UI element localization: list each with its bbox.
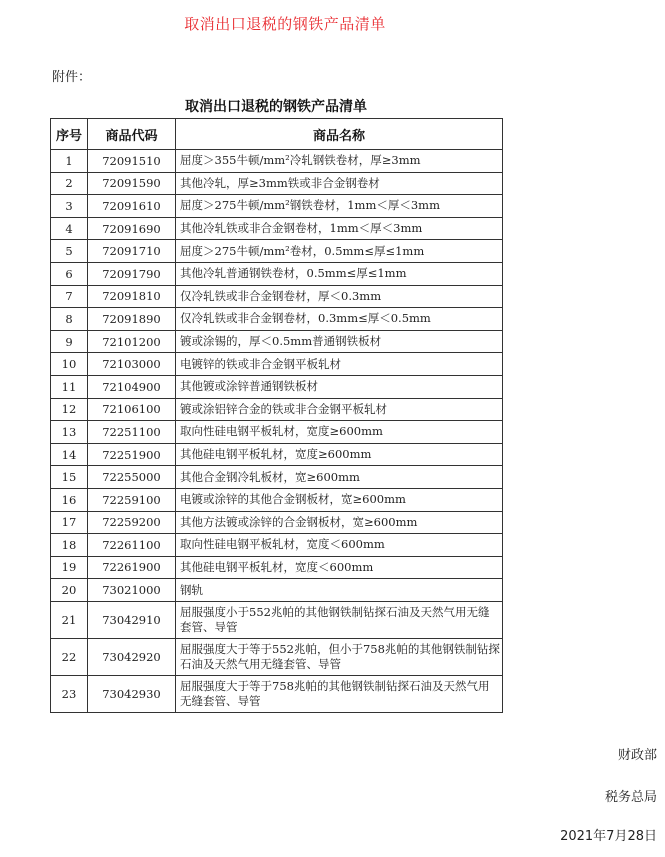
table-row xyxy=(51,195,503,218)
code-cell: 72261100 xyxy=(88,534,176,557)
name-cell: 取向性硅电钢平板轧材，宽度≥600mm xyxy=(176,421,503,444)
serial-cell: 23 xyxy=(51,675,88,712)
page-top-title: 取消出口退税的钢铁产品清单 xyxy=(184,15,386,33)
table-row xyxy=(51,150,503,173)
column-header-serial: 序号 xyxy=(51,119,88,150)
name-cell: 其他镀或涂锌普通钢铁板材 xyxy=(176,375,503,398)
serial-cell: 19 xyxy=(51,556,88,579)
serial-cell: 7 xyxy=(51,285,88,308)
signature-ministry: 财政部 xyxy=(617,748,657,763)
code-cell: 72104900 xyxy=(88,375,176,398)
code-cell: 72103000 xyxy=(88,353,176,376)
serial-cell: 15 xyxy=(51,466,88,489)
name-cell: 其他冷轧，厚≥3mm铁或非合金钢卷材 xyxy=(176,172,503,195)
serial-cell: 12 xyxy=(51,398,88,421)
name-cell: 电镀锌的铁或非合金钢平板轧材 xyxy=(176,353,503,376)
serial-cell: 6 xyxy=(51,262,88,285)
name-cell: 仅冷轧铁或非合金钢卷材，厚＜0.3mm xyxy=(176,285,503,308)
serial-cell: 2 xyxy=(51,172,88,195)
name-cell: 屈度＞275牛顿/mm²钢铁卷材，1mm＜厚＜3mm xyxy=(176,195,503,218)
name-cell: 取向性硅电钢平板轧材，宽度＜600mm xyxy=(176,534,503,557)
table-body xyxy=(51,150,503,713)
name-cell: 镀或涂铝锌合金的铁或非合金钢平板轧材 xyxy=(176,398,503,421)
table-row xyxy=(51,556,503,579)
code-cell: 73042910 xyxy=(88,601,176,638)
signature-tax-bureau: 税务总局 xyxy=(604,790,657,805)
table-row xyxy=(51,375,503,398)
code-cell: 72091810 xyxy=(88,285,176,308)
name-cell: 屈度＞275牛顿/mm²卷材，0.5mm≤厚≤1mm xyxy=(176,240,503,263)
code-cell: 72259200 xyxy=(88,511,176,534)
attachment-label: 附件： xyxy=(52,70,92,85)
serial-cell: 14 xyxy=(51,443,88,466)
name-cell: 其他冷轧铁或非合金钢卷材，1mm＜厚＜3mm xyxy=(176,217,503,240)
table-row xyxy=(51,172,503,195)
name-cell: 其他方法镀或涂锌的合金钢板材，宽≥600mm xyxy=(176,511,503,534)
code-cell: 73042920 xyxy=(88,638,176,675)
serial-cell: 3 xyxy=(51,195,88,218)
serial-cell: 4 xyxy=(51,217,88,240)
name-cell: 仅冷轧铁或非合金钢卷材，0.3mm≤厚＜0.5mm xyxy=(176,308,503,331)
column-header-name: 商品名称 xyxy=(176,119,503,150)
serial-cell: 21 xyxy=(51,601,88,638)
table-row xyxy=(51,285,503,308)
table-row xyxy=(51,443,503,466)
name-cell: 其他合金钢冷轧板材，宽≥600mm xyxy=(176,466,503,489)
serial-cell: 17 xyxy=(51,511,88,534)
serial-cell: 8 xyxy=(51,308,88,331)
serial-cell: 10 xyxy=(51,353,88,376)
serial-cell: 5 xyxy=(51,240,88,263)
code-cell: 72091590 xyxy=(88,172,176,195)
table-title: 取消出口退税的钢铁产品清单 xyxy=(185,99,367,115)
table-row xyxy=(51,466,503,489)
serial-cell: 9 xyxy=(51,330,88,353)
serial-cell: 13 xyxy=(51,421,88,444)
code-cell: 72091510 xyxy=(88,150,176,173)
name-cell: 屈服强度大于等于758兆帕的其他钢铁制钻探石油及天然气用无缝套管、导管 xyxy=(176,675,503,712)
serial-cell: 18 xyxy=(51,534,88,557)
table-header-row xyxy=(51,119,503,150)
table-row xyxy=(51,579,503,602)
serial-cell: 16 xyxy=(51,488,88,511)
code-cell: 72251100 xyxy=(88,421,176,444)
code-cell: 73021000 xyxy=(88,579,176,602)
table-row xyxy=(51,534,503,557)
code-cell: 73042930 xyxy=(88,675,176,712)
column-header-code: 商品代码 xyxy=(88,119,176,150)
code-cell: 72091890 xyxy=(88,308,176,331)
serial-cell: 20 xyxy=(51,579,88,602)
name-cell: 屈度＞355牛顿/mm²冷轧钢铁卷材，厚≥3mm xyxy=(176,150,503,173)
name-cell: 镀或涂锡的，厚＜0.5mm普通钢铁板材 xyxy=(176,330,503,353)
code-cell: 72091610 xyxy=(88,195,176,218)
name-cell: 其他硅电钢平板轧材，宽度≥600mm xyxy=(176,443,503,466)
name-cell: 屈服强度小于552兆帕的其他钢铁制钻探石油及天然气用无缝套管、导管 xyxy=(176,601,503,638)
table-row xyxy=(51,638,503,675)
name-cell: 钢轨 xyxy=(176,579,503,602)
signature-date: 2021年7月28日 xyxy=(560,829,657,844)
code-cell: 72091790 xyxy=(88,262,176,285)
table-row xyxy=(51,675,503,712)
code-cell: 72091690 xyxy=(88,217,176,240)
code-cell: 72251900 xyxy=(88,443,176,466)
table-row xyxy=(51,511,503,534)
table-row xyxy=(51,262,503,285)
code-cell: 72259100 xyxy=(88,488,176,511)
name-cell: 电镀或涂锌的其他合金钢板材，宽≥600mm xyxy=(176,488,503,511)
name-cell: 其他硅电钢平板轧材，宽度＜600mm xyxy=(176,556,503,579)
code-cell: 72255000 xyxy=(88,466,176,489)
table-row xyxy=(51,398,503,421)
code-cell: 72101200 xyxy=(88,330,176,353)
name-cell: 其他冷轧普通钢铁卷材，0.5mm≤厚≤1mm xyxy=(176,262,503,285)
table-row xyxy=(51,353,503,376)
code-cell: 72091710 xyxy=(88,240,176,263)
serial-cell: 11 xyxy=(51,375,88,398)
serial-cell: 1 xyxy=(51,150,88,173)
name-cell: 屈服强度大于等于552兆帕，但小于758兆帕的其他钢铁制钻探石油及天然气用无缝套管、导管 xyxy=(176,638,503,675)
table-row xyxy=(51,240,503,263)
serial-cell: 22 xyxy=(51,638,88,675)
table-row xyxy=(51,308,503,331)
table-row xyxy=(51,421,503,444)
table-row xyxy=(51,488,503,511)
table-row xyxy=(51,217,503,240)
code-cell: 72261900 xyxy=(88,556,176,579)
code-cell: 72106100 xyxy=(88,398,176,421)
table-row xyxy=(51,601,503,638)
table-row xyxy=(51,330,503,353)
steel-products-table xyxy=(50,118,503,713)
